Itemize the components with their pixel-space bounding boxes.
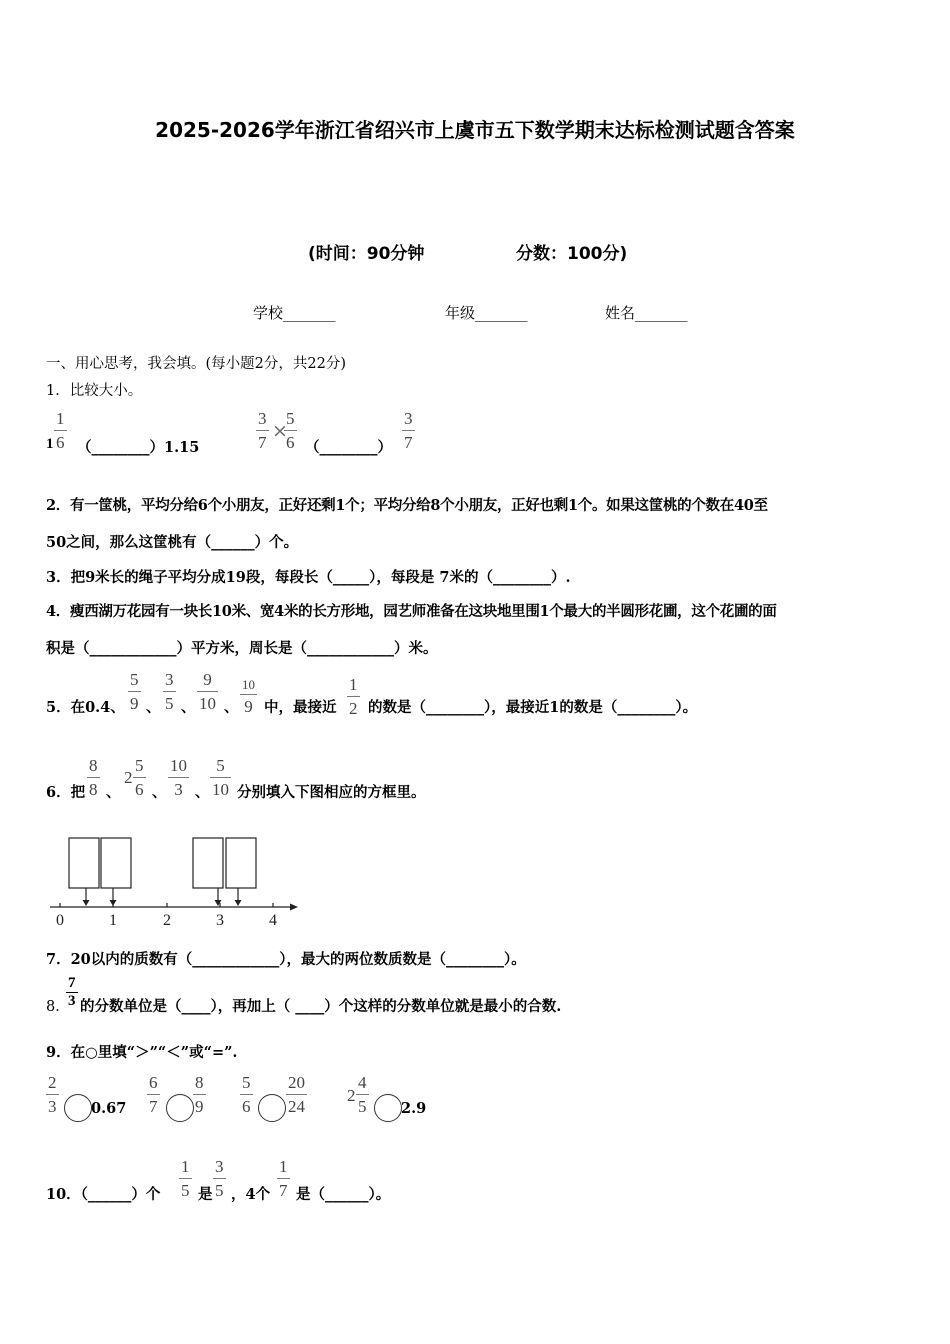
- q5-f2-num: 3: [165, 670, 174, 689]
- compare-circle-d[interactable]: [374, 1094, 402, 1122]
- q5-sep3: 、: [224, 699, 239, 716]
- question-2-line1: 2．有一筐桃，平均分给6个小朋友，正好还剩1个；平均分给8个小朋友，正好也剩1个。如果这筐桃的个数在40至: [46, 497, 768, 514]
- question-4-line2: 积是（____________）平方米，周长是（____________）米。: [46, 640, 438, 657]
- question-2-line2: 50之间，那么这筐桃有（______）个。: [46, 534, 299, 551]
- question-4-line1: 4．瘦西湖万花园有一块长10米、宽4米的长方形地，园艺师准备在这块地里围1个最大的半圆形花圃，这个花圃的面: [46, 603, 777, 620]
- q5-sep1: 、: [146, 699, 161, 716]
- exam-score: 分数：100分): [516, 244, 628, 264]
- answer-box-3[interactable]: [193, 838, 223, 888]
- q9-d-den: 5: [356, 1094, 369, 1115]
- q9-a-fraction: [46, 1074, 59, 1115]
- q1-b1-fraction: [256, 410, 269, 451]
- q5-f4-den: 9: [240, 694, 257, 715]
- arrowhead-2: [110, 900, 117, 906]
- q9-c2-den: 24: [286, 1094, 307, 1115]
- q6-f2: [133, 757, 146, 798]
- exam-time: (时间：90分钟: [308, 244, 425, 264]
- q9-b2-fraction: [193, 1074, 206, 1115]
- times-sign: ×: [272, 420, 288, 442]
- q5-f1-den: 9: [128, 691, 141, 712]
- q6-f3-num: 10: [170, 756, 187, 775]
- q9-c-fraction: [240, 1074, 253, 1115]
- q6-f3-den: 3: [168, 777, 189, 798]
- name-field: 姓名_______: [605, 304, 688, 322]
- q9-d-num: 4: [358, 1073, 367, 1092]
- q1-a-blank: （________）1.15: [77, 439, 200, 456]
- q6-f4: [210, 757, 231, 798]
- q5-f5-num: 1: [349, 675, 358, 694]
- question-3: 3．把9米长的绳子平均分成19段，每段长（_____），每段是 7米的（________）.: [46, 569, 571, 586]
- q5-f1: [128, 671, 141, 712]
- axis-label-3: 3: [216, 912, 224, 929]
- compare-circle-c[interactable]: [258, 1094, 286, 1122]
- q9-b2-den: 9: [193, 1094, 206, 1115]
- q1-a-den: 6: [54, 430, 67, 451]
- axis-label-1: 1: [109, 912, 117, 929]
- axis-label-4: 4: [269, 912, 277, 929]
- q9-d-fraction: [356, 1074, 369, 1115]
- q6-f2-num: 5: [135, 756, 144, 775]
- q5-mid: 中，最接近: [264, 699, 337, 716]
- q5-f2: [163, 671, 176, 712]
- q9-c-den: 6: [240, 1094, 253, 1115]
- question-9: 9．在○里填“＞”“＜”或“=”.: [46, 1044, 238, 1061]
- q10-prefix: 10．（______）个: [46, 1186, 161, 1203]
- q1-b2-num: 5: [286, 409, 295, 428]
- grade-field: 年级_______: [445, 304, 528, 322]
- q1-b2-fraction: [284, 410, 297, 451]
- q8-prefix: 8．: [46, 999, 70, 1015]
- question-1: 1．比较大小。: [46, 383, 143, 399]
- q5-f4-num: 10: [242, 677, 255, 692]
- q5-f5-den: 2: [347, 696, 360, 717]
- q1-b-blank: （________）: [305, 439, 392, 456]
- q5-f3-den: 10: [197, 691, 218, 712]
- q9-c-num: 5: [242, 1073, 251, 1092]
- q1-b1-den: 7: [256, 430, 269, 451]
- q5-f5: [347, 676, 360, 717]
- q1-a-fraction: [54, 410, 67, 451]
- q10-f1-den: 5: [179, 1178, 192, 1199]
- q6-f1-den: 8: [87, 777, 100, 798]
- answer-box-4[interactable]: [226, 838, 256, 888]
- q6-sep1: 、: [106, 784, 121, 801]
- q10-suffix: 是（______）。: [296, 1186, 391, 1203]
- q10-f2: [213, 1158, 226, 1199]
- q10-f1: [179, 1158, 192, 1199]
- q6-f3: [168, 757, 189, 798]
- q6-f1-num: 8: [89, 756, 98, 775]
- q9-d-whole: 2: [347, 1086, 356, 1105]
- q6-sep3: 、: [195, 784, 210, 801]
- q5-f2-den: 5: [163, 691, 176, 712]
- q6-prefix: 6．把: [46, 784, 86, 801]
- axis-label-0: 0: [56, 912, 64, 929]
- q5-prefix: 5．在0.4、: [46, 699, 125, 716]
- q10-f2-den: 5: [213, 1178, 226, 1199]
- q1-b2-den: 6: [284, 430, 297, 451]
- page-title: 2025-2026学年浙江省绍兴市上虞市五下数学期末达标检测试题含答案: [155, 118, 795, 142]
- q9-d-right: 2.9: [401, 1100, 427, 1117]
- q5-f1-num: 5: [130, 670, 139, 689]
- q10-f3-num: 1: [279, 1157, 288, 1176]
- q9-b-num: 6: [149, 1073, 158, 1092]
- q10-f2-num: 3: [215, 1157, 224, 1176]
- arrowhead-4: [235, 900, 242, 906]
- q1-a-num: 1: [56, 409, 65, 428]
- q6-f4-den: 10: [210, 777, 231, 798]
- q1-b1-num: 3: [258, 409, 267, 428]
- answer-box-2[interactable]: [101, 838, 131, 888]
- q10-f1-num: 1: [181, 1157, 190, 1176]
- q8-fraction: [66, 976, 78, 1009]
- q9-b2-num: 8: [195, 1073, 204, 1092]
- q6-f1: [87, 757, 100, 798]
- q10-is1: 是: [198, 1186, 213, 1203]
- q8-den: 3: [68, 993, 76, 1009]
- q9-a-right: 0.67: [91, 1100, 127, 1117]
- q6-f4-num: 5: [216, 756, 225, 775]
- q1-b3-den: 7: [402, 430, 415, 451]
- q8-num: 7: [68, 975, 76, 991]
- q6-f2-whole: 2: [124, 768, 133, 787]
- q1-b3-num: 3: [404, 409, 413, 428]
- school-field: 学校_______: [253, 304, 336, 322]
- q9-c2-fraction: [286, 1074, 307, 1115]
- q6-sep2: 、: [152, 784, 167, 801]
- q6-suffix: 分别填入下图相应的方框里。: [237, 784, 426, 801]
- q10-f3-den: 7: [277, 1178, 290, 1199]
- q5-f3-num: 9: [203, 670, 212, 689]
- section-heading: 一、用心思考，我会填。(每小题2分，共22分): [46, 356, 346, 372]
- q9-a-den: 3: [46, 1094, 59, 1115]
- question-8: 的分数单位是（____），再加上（ ____）个这样的分数单位就是最小的合数.: [80, 998, 562, 1015]
- q1-b3-fraction: [402, 410, 415, 451]
- q10-f3: [277, 1158, 290, 1199]
- axis-label-2: 2: [163, 912, 171, 929]
- q5-f3: [197, 671, 218, 712]
- answer-box-1[interactable]: [69, 838, 99, 888]
- compare-circle-a[interactable]: [64, 1094, 92, 1122]
- q10-mid: ，4个: [231, 1186, 271, 1203]
- q9-b-fraction: [147, 1074, 160, 1115]
- q9-c2-num: 20: [288, 1073, 305, 1092]
- arrowhead-1: [83, 900, 90, 906]
- q9-b-den: 7: [147, 1094, 160, 1115]
- axis-arrowhead: [290, 904, 298, 911]
- q1-a-whole: 1: [46, 436, 54, 452]
- question-7: 7．20以内的质数有（____________），最大的两位数质数是（________）。: [46, 951, 526, 968]
- number-line-diagram: [46, 834, 306, 930]
- q5-f4: [240, 678, 257, 715]
- q9-a-num: 2: [48, 1073, 57, 1092]
- q5-sep2: 、: [181, 699, 196, 716]
- q5-suffix: 的数是（________），最接近1的数是（________）。: [368, 699, 698, 716]
- compare-circle-b[interactable]: [166, 1094, 194, 1122]
- q6-f2-den: 6: [133, 777, 146, 798]
